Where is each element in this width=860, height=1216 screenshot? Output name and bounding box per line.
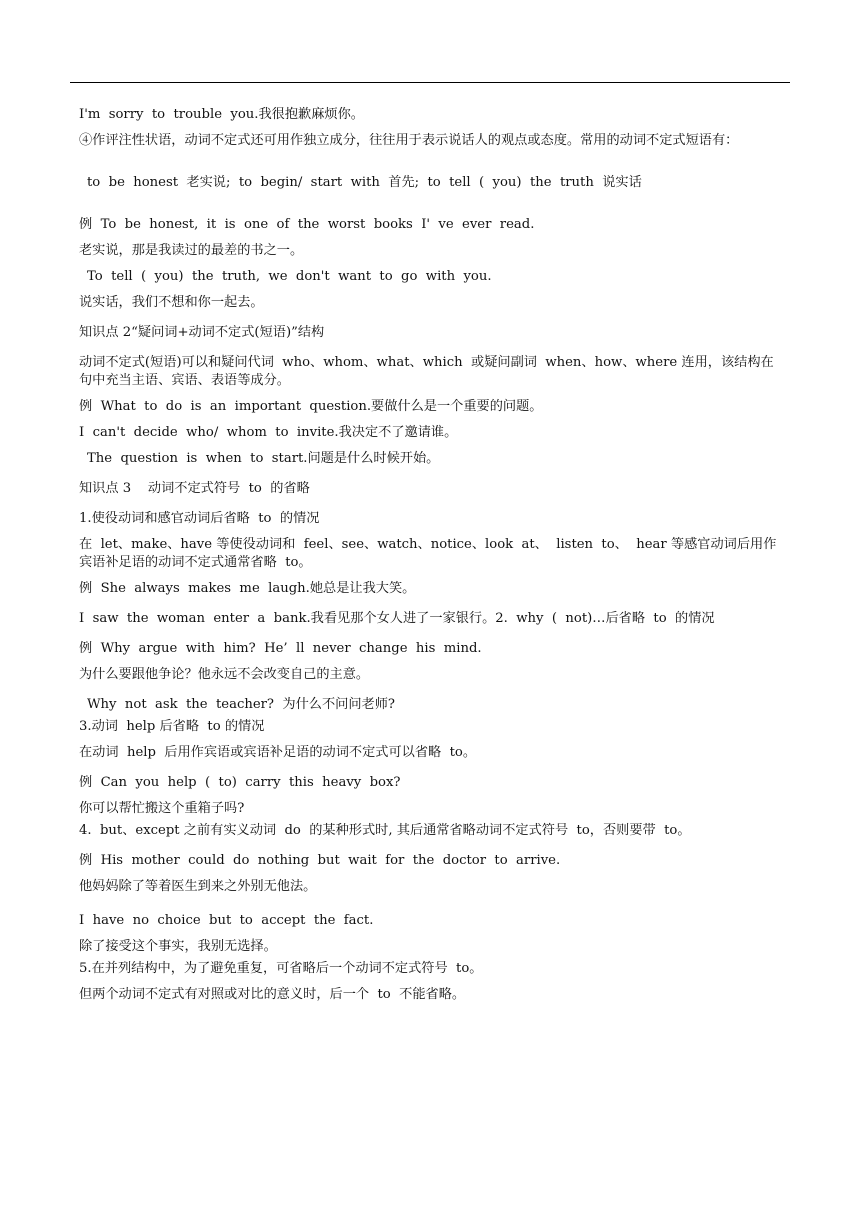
example-line: 例 Why argue with him? He’ ll never change his mind. xyxy=(79,641,482,656)
example-line: 例 His mother could do nothing but wait for the doctor to arrive. xyxy=(79,853,561,868)
text-line: 说实话，我们不想和你一起去。 xyxy=(79,295,264,310)
section-heading: 知识点 3 动词不定式符号 to 的省略 xyxy=(79,481,310,496)
text-line: 为什么要跟他争论？他永远不会改变自己的主意。 xyxy=(79,667,370,682)
example-line: I saw the woman enter a bank.我看见那个女人进了一家银行。2. why ( not)…后省略 to 的情况 xyxy=(79,611,715,626)
text-line: 在动词 help 后用作宾语或宾语补足语的动词不定式可以省略 to。 xyxy=(79,745,477,760)
text-paragraph: ④作评注性状语，动词不定式还可用作独立成分，往往用于表示说话人的观点或态度。常用的动词不定式短语有： xyxy=(79,133,739,148)
text-line: 老实说，那是我读过的最差的书之一。 xyxy=(79,243,304,258)
text-line: 他妈妈除了等着医生到来之外别无他法。 xyxy=(79,879,317,894)
subheading: 1.使役动词和感官动词后省略 to 的情况 xyxy=(79,511,320,526)
text-line: 但两个动词不定式有对照或对比的意义时，后一个 to 不能省略。 xyxy=(79,987,466,1002)
example-line: I can't decide who/ whom to invite.我决定不了邀请谁。 xyxy=(79,425,458,440)
text-paragraph: 在 let、make、have 等使役动词和 feel、see、watch、notice、look at、 listen to、 hear 等感官动词后用作宾语补足语的动词不定式通常省略 to。 xyxy=(79,537,777,570)
text-line: to be honest 老实说; to begin/ start with 首先; to tell ( you) the truth 说实话 xyxy=(87,175,642,190)
example-line: Why not ask the teacher? 为什么不问问老师? xyxy=(87,697,395,712)
example-line: 例 To be honest, it is one of the worst books I' ve ever read. xyxy=(79,217,535,232)
example-line: I have no choice but to accept the fact. xyxy=(79,913,374,928)
example-line: 例 What to do is an important question.要做什么是一个重要的问题。 xyxy=(79,399,543,414)
example-line: 例 She always makes me laugh.她总是让我大笑。 xyxy=(79,581,416,596)
text-line: 除了接受这个事实，我别无选择。 xyxy=(79,939,277,954)
example-line: To tell ( you) the truth, we don't want to go with you. xyxy=(87,269,492,284)
subheading: 3.动词 help 后省略 to 的情况 xyxy=(79,719,265,734)
header-rule xyxy=(70,82,790,83)
section-heading: 知识点 2“疑问词+动词不定式(短语)”结构 xyxy=(79,325,325,340)
document-body xyxy=(79,106,784,1004)
text-line: I'm sorry to trouble you.我很抱歉麻烦你。 xyxy=(79,107,364,122)
subheading: 4. but、except 之前有实义动词 do 的某种形式时, 其后通常省略动词不定式符号 to，否则要带 to。 xyxy=(79,823,691,838)
text-line: 你可以帮忙搬这个重箱子吗? xyxy=(79,801,245,816)
text-paragraph: 动词不定式(短语)可以和疑问代词 who、whom、what、which 或疑问副词 when、how、where 连用，该结构在句中充当主语、宾语、表语等成分。 xyxy=(79,355,774,388)
subheading: 5.在并列结构中，为了避免重复，可省略后一个动词不定式符号 to。 xyxy=(79,961,483,976)
example-line: 例 Can you help ( to) carry this heavy box? xyxy=(79,775,401,790)
example-line: The question is when to start.问题是什么时候开始。 xyxy=(87,451,440,466)
